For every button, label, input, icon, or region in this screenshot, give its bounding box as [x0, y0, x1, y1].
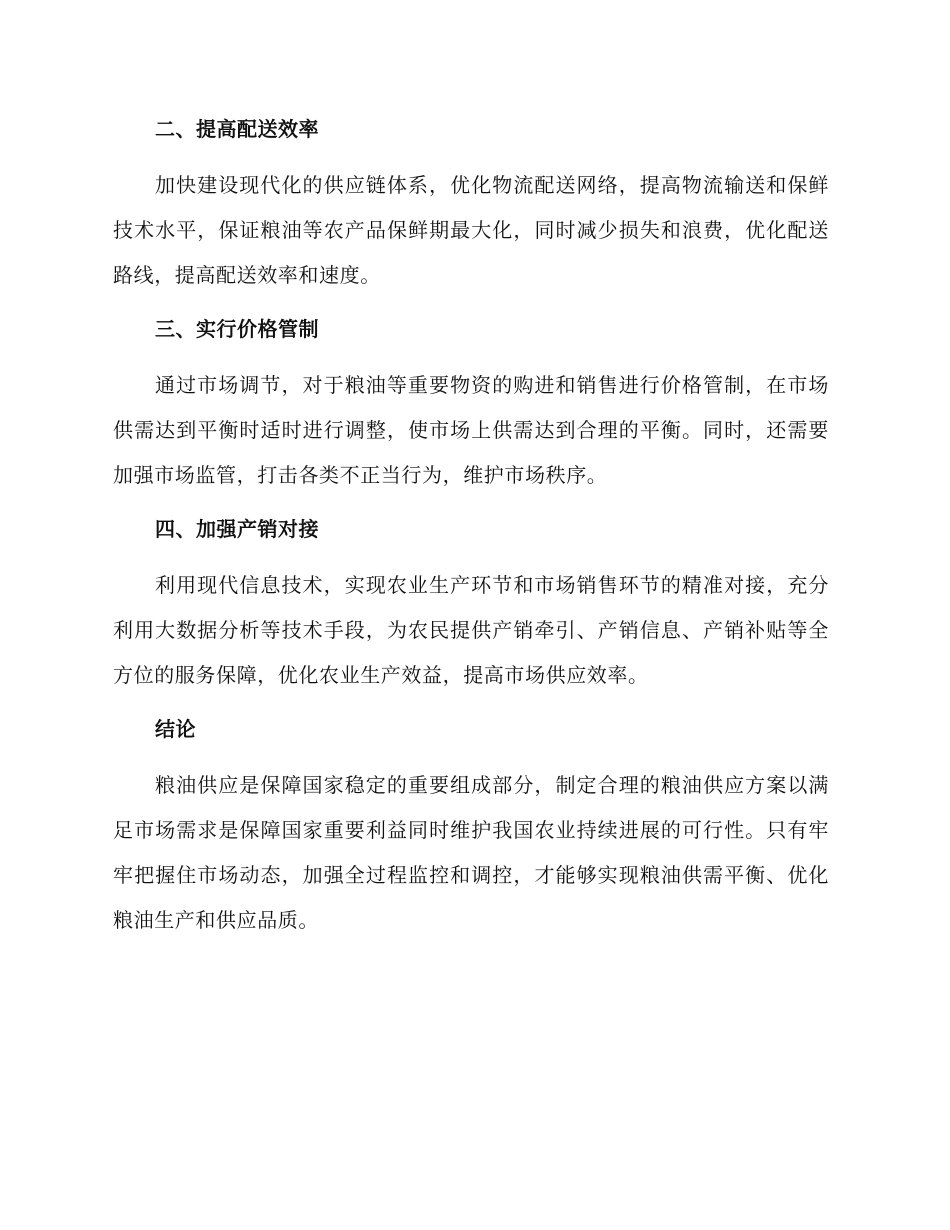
section-paragraph-production-sales: 利用现代信息技术，实现农业生产环节和市场销售环节的精准对接，充分利用大数据分析等技术手段，为农民提供产销牵引、产销信息、产销补贴等全方位的服务保障，优化农业生产效益，提高市场供应效率。 — [113, 573, 829, 687]
section-heading-delivery: 二、提高配送效率 — [155, 117, 319, 141]
section-heading-production-sales: 四、加强产销对接 — [155, 517, 319, 541]
section-heading-price-control: 三、实行价格管制 — [155, 317, 319, 341]
document-body — [113, 111, 829, 956]
section-paragraph-delivery: 加快建设现代化的供应链体系，优化物流配送网络，提高物流输送和保鲜技术水平，保证粮油等农产品保鲜期最大化，同时减少损失和浪费，优化配送路线，提高配送效率和速度。 — [113, 173, 829, 287]
section-paragraph-price-control: 通过市场调节，对于粮油等重要物资的购进和销售进行价格管制，在市场供需达到平衡时适时进行调整，使市场上供需达到合理的平衡。同时，还需要加强市场监管，打击各类不正当行为，维护市场秩序。 — [113, 373, 829, 487]
section-paragraph-conclusion: 粮油供应是保障国家稳定的重要组成部分，制定合理的粮油供应方案以满足市场需求是保障国家重要利益同时维护我国农业持续进展的可行性。只有牢牢把握住市场动态，加强全过程监控和调控，才能够实现粮油供需平衡、优化粮油生产和供应品质。 — [113, 773, 829, 932]
section-heading-conclusion: 结论 — [155, 717, 196, 741]
